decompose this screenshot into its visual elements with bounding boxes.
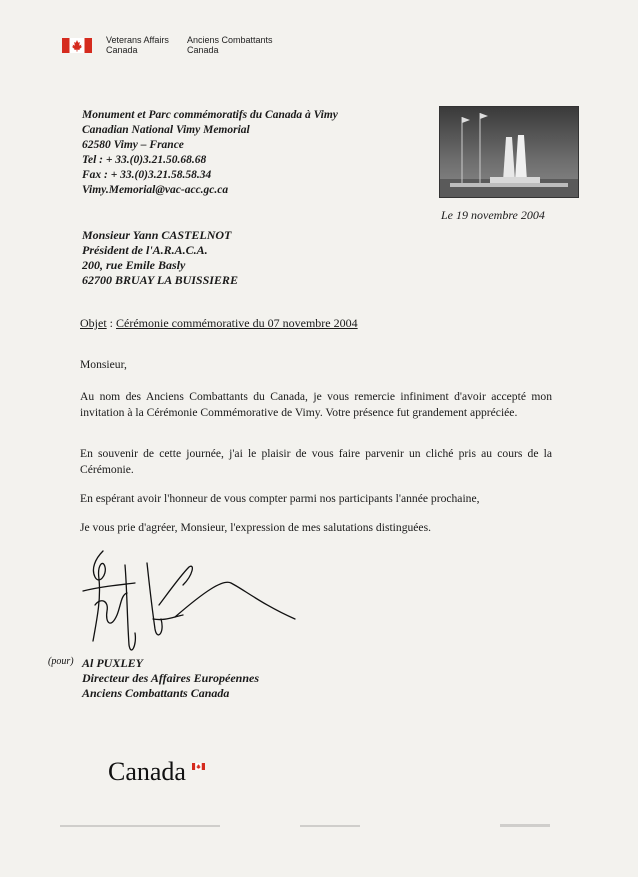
body-paragraph: Au nom des Anciens Combattants du Canada, je vous remercie infiniment d'avoir accepté mon invitation à la Cérémonie Commémorative de Vimy. Votre présence fut grandement appréciée. (80, 390, 552, 419)
wordmark-flag-icon (192, 763, 205, 770)
sender-email: Vimy.Memorial@vac-acc.gc.ca (82, 184, 229, 196)
signatory-organization: Anciens Combattants Canada (82, 686, 230, 700)
vimy-memorial-photo (439, 106, 579, 198)
body-paragraph: En espérant avoir l'honneur de vous compter parmi nos participants l'année prochaine, (80, 492, 480, 505)
recipient-line: Président de l'A.R.A.C.A. (82, 243, 208, 257)
signatory-title: Directeur des Affaires Européennes (82, 671, 259, 685)
canada-flag-icon (62, 38, 92, 53)
footer-smudge (60, 822, 560, 830)
letter-date: Le 19 novembre 2004 (441, 208, 545, 222)
subject-label: Objet (80, 316, 107, 330)
recipient-line: 200, rue Emile Basly (82, 258, 186, 272)
body-paragraph: En souvenir de cette journée, j'ai le plaisir de vous faire parvenir un cliché pris au cours de la Cérémonie. (80, 447, 552, 476)
sender-line: 62580 Vimy – France (82, 139, 184, 151)
recipient-address (82, 228, 238, 288)
signature-pour: (pour) (48, 656, 74, 667)
signatory-name: Al PUXLEY (82, 656, 144, 670)
sender-line: Canadian National Vimy Memorial (82, 124, 250, 136)
closing-paragraph: Je vous prie d'agréer, Monsieur, l'expression de mes salutations distinguées. (80, 521, 431, 534)
subject-text: Cérémonie commémorative du 07 novembre 2004 (116, 316, 358, 330)
recipient-line: Monsieur Yann CASTELNOT (82, 228, 232, 242)
sender-line: Monument et Parc commémoratifs du Canada à Vimy (82, 109, 338, 121)
sender-tel: Tel : + 33.(0)3.21.50.68.68 (82, 154, 207, 166)
department-name-en: Veterans Affairs Canada (106, 35, 169, 55)
sender-fax: Fax : + 33.(0)3.21.58.58.34 (82, 169, 212, 181)
signatory-block (82, 656, 259, 701)
subject-line: Objet : Cérémonie commémorative du 07 novembre 2004 (80, 316, 358, 330)
sender-address (82, 108, 338, 198)
salutation: Monsieur, (80, 358, 127, 371)
recipient-line: 62700 BRUAY LA BUISSIERE (82, 273, 238, 287)
department-name-fr: Anciens Combattants Canada (187, 35, 273, 55)
canada-wordmark: Canada (108, 757, 186, 786)
